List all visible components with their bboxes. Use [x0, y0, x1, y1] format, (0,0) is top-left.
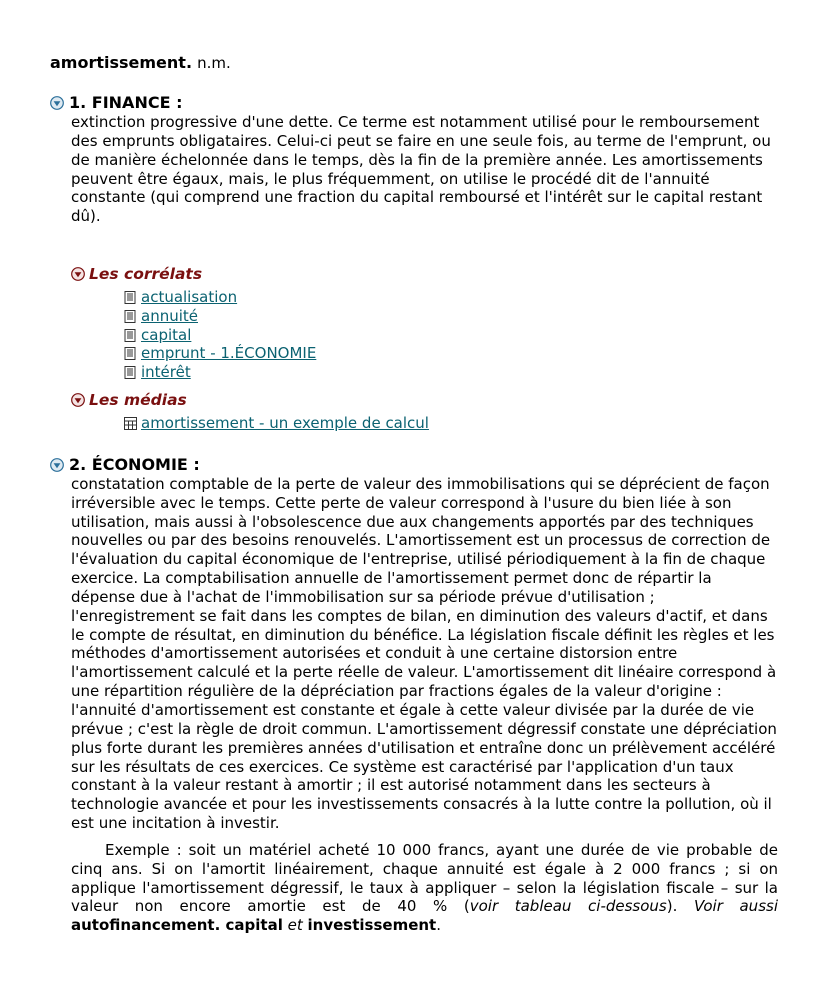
medias-list — [50, 414, 778, 433]
document-icon — [124, 291, 137, 304]
table-icon — [124, 417, 137, 430]
medias-title: Les médias — [89, 391, 187, 410]
cross-ref-autofinancement-capital: autofinancement. capital — [71, 916, 283, 935]
correlats-list — [50, 288, 778, 382]
section-economie-heading[interactable] — [50, 455, 778, 475]
article — [50, 52, 778, 935]
correlat-link[interactable]: emprunt - 1.ÉCONOMIE — [141, 344, 317, 363]
correlats-title: Les corrélats — [89, 265, 203, 284]
entry-heading — [50, 52, 778, 74]
medias-heading[interactable] — [71, 390, 778, 410]
example-paragraph — [71, 841, 778, 935]
media-link[interactable]: amortissement - un exemple de calcul — [141, 414, 429, 433]
correlat-link[interactable]: intérêt — [141, 363, 191, 382]
example-close: ). — [666, 897, 694, 916]
list-item[interactable] — [122, 414, 778, 433]
list-item[interactable] — [122, 326, 778, 345]
cross-ref-investissement: investissement — [307, 916, 437, 935]
document-icon — [124, 347, 137, 360]
section-finance-heading[interactable] — [50, 93, 778, 113]
list-item[interactable] — [122, 288, 778, 307]
document-icon — [124, 366, 137, 379]
list-item[interactable] — [122, 363, 778, 382]
correlat-link[interactable]: capital — [141, 325, 192, 344]
section-finance-title: 1. FINANCE : — [69, 93, 183, 112]
correlat-link[interactable]: actualisation — [141, 288, 238, 307]
entry-grammar: n.m. — [197, 54, 231, 72]
and-word: et — [287, 916, 303, 935]
document-icon — [124, 310, 137, 323]
correlats-heading[interactable] — [71, 264, 778, 284]
collapse-toggle-icon[interactable] — [50, 96, 64, 110]
list-item[interactable] — [122, 344, 778, 363]
collapse-toggle-icon[interactable] — [71, 267, 85, 281]
entry-term: amortissement. — [50, 53, 193, 72]
correlat-link[interactable]: annuité — [141, 306, 198, 325]
section-finance-text: extinction progressive d'une dette. Ce terme est notamment utilisé pour le remboursement des emprunts obligataires. Celui-ci peut se faire en une seule fois, au terme de l'emprunt, ou de manière échelonnée dans le temps, dès la fin de la première année. Les amortissements peuvent être égaux, mais, le plus fréquemment, on utilise le procédé dit de l'annuité constante (qui comprend une fraction du capital remboursé et l'intérêt sur le capital restant dû). — [71, 113, 771, 226]
collapse-toggle-icon[interactable] — [50, 458, 64, 472]
example-text: Exemple : soit un matériel acheté 10 000 francs, ayant une durée de vie probable de cinq ans. Si on l'amortit linéairement, chaque annuité est égale à 2 000 francs ; si on applique l'amortissement dégressif, le taux à appliquer – selon la législation fiscale – sur la valeur non encore amortie est de 40 % ( — [71, 840, 778, 916]
example-end: . — [436, 916, 442, 935]
section-economie-text: constatation comptable de la perte de valeur des immobilisations qui se déprécient de façon irréversible avec le temps. Cette perte de valeur correspond à l'usure du bien liée à son utilisation, mais aussi à l'obsolescence due aux changements apportés par des techniques nouvelles ou par des besoins renouvelés. L'amortissement est un processus de correction de l'évaluation du capital économique de l'entreprise, utilisé périodiquement à la fin de chaque exercice. La comptabilisation annuelle de l'amortissement permet donc de répartir la dépense due à l'achat de l'immobilisation sur sa période prévue d'utilisation ; l'enregistrement se fait dans les comptes de bilan, en diminution des valeurs d'actif, et dans le compte de résultat, en diminution du bénéfice. La législation fiscale définit les règles et les méthodes d'amortissement autorisées et conduit à une certaine distorsion entre l'amortissement calculé et la perte réelle de valeur. L'amortissement dit linéaire correspond à une répartition régulière de la dépréciation par fractions égales de la valeur d'origine : l'annuité d'amortissement est constante et égale à cette valeur divisée par la durée de vie prévue ; c'est la règle de droit commun. L'amortissement dégressif constate une dépréciation plus forte durant les premières années d'utilisation et entraîne donc un prélèvement accéléré sur les résultats de ces exercices. Ce système est caractérisé par l'application d'un taux constant à la valeur restant à amortir ; il est autorisé notamment dans les secteurs à technologie avancée et pour les investissements consacrés à la lutte contre la pollution, où il est une incitation à investir. — [71, 474, 777, 833]
document-icon — [124, 329, 137, 342]
section-economie-title: 2. ÉCONOMIE : — [69, 454, 200, 474]
see-also-label: Voir aussi — [693, 897, 778, 916]
collapse-toggle-icon[interactable] — [71, 393, 85, 407]
see-table-ref: voir tableau ci-dessous — [469, 897, 667, 916]
list-item[interactable] — [122, 307, 778, 326]
